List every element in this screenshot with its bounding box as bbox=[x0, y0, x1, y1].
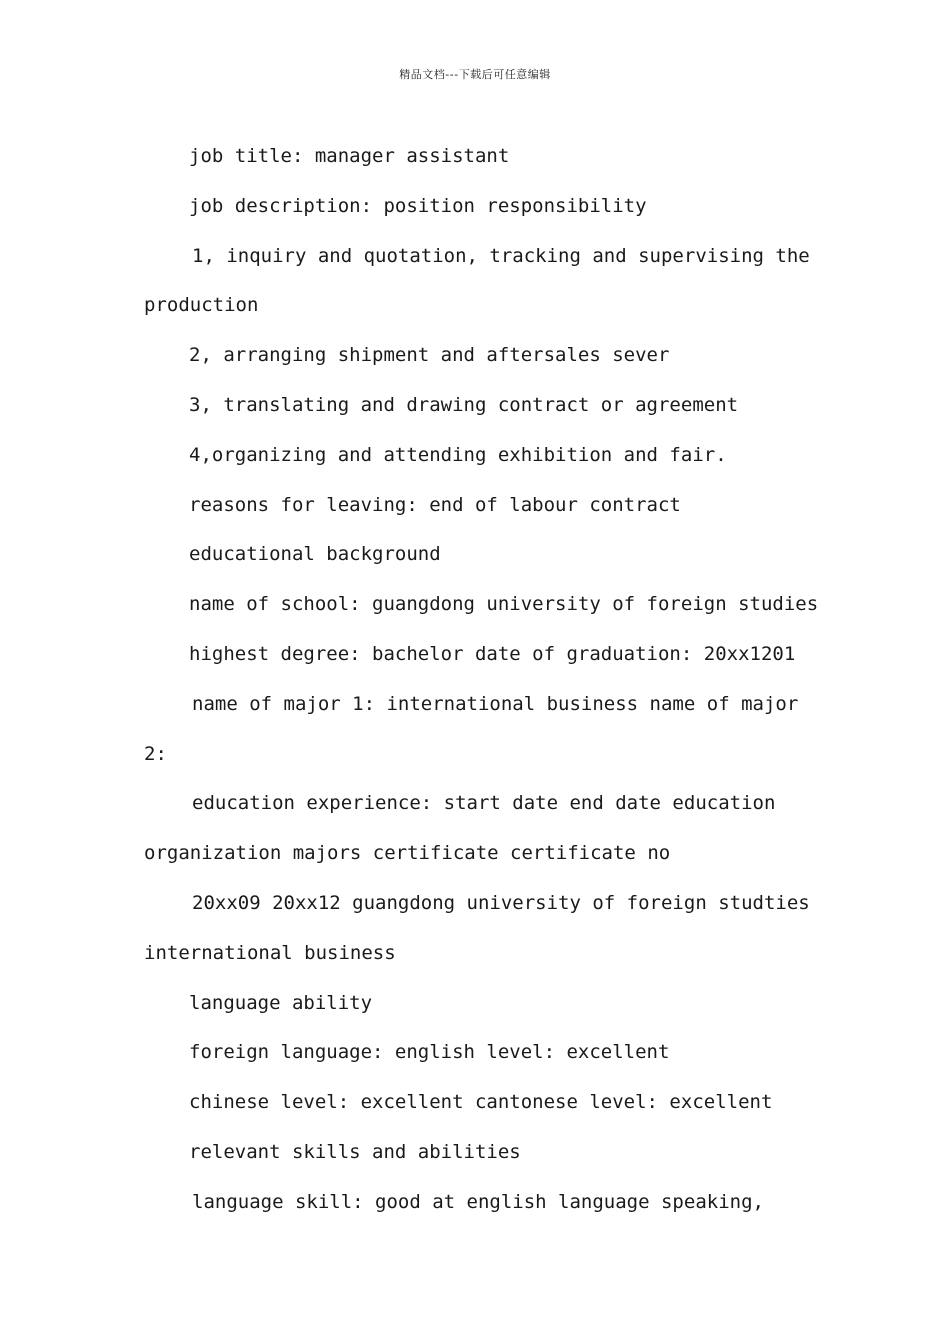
responsibility-4-line: 4,organizing and attending exhibition and fair. bbox=[189, 443, 727, 466]
language-ability-heading: language ability bbox=[189, 991, 373, 1014]
chinese-level-line: chinese level: excellent cantonese level: excellent bbox=[189, 1091, 773, 1114]
school-name-line: name of school: guangdong university of foreign studies bbox=[189, 593, 819, 616]
education-record-continuation: international business bbox=[144, 941, 396, 964]
language-skill-line: language skill: good at english language speaking, bbox=[192, 1190, 764, 1213]
reasons-for-leaving-line: reasons for leaving: end of labour contract bbox=[189, 493, 681, 516]
relevant-skills-heading: relevant skills and abilities bbox=[189, 1140, 521, 1163]
education-experience-line: education experience: start date end date education bbox=[192, 792, 776, 815]
job-title-line: job title: manager assistant bbox=[189, 145, 510, 167]
foreign-language-line: foreign language: english level: excellent bbox=[189, 1041, 670, 1064]
education-record-line: 20xx09 20xx12 guangdong university of foreign studties bbox=[192, 891, 810, 914]
page-header-watermark: 精品文档---下载后可任意编辑 bbox=[399, 68, 551, 81]
responsibility-1-line: 1, inquiry and quotation, tracking and supervising the bbox=[192, 244, 810, 267]
major-line: name of major 1: international business name of major bbox=[192, 692, 799, 715]
job-description-line: job description: position responsibility bbox=[189, 194, 647, 217]
responsibility-2-line: 2, arranging shipment and aftersales sever bbox=[189, 344, 670, 367]
major-continuation: 2: bbox=[144, 742, 167, 765]
educational-background-heading: educational background bbox=[189, 543, 441, 566]
education-experience-continuation: organization majors certificate certificate no bbox=[144, 842, 671, 865]
responsibility-3-line: 3, translating and drawing contract or agreement bbox=[189, 393, 739, 416]
document-body bbox=[144, 132, 819, 1228]
highest-degree-line: highest degree: bachelor date of graduation: 20xx1201 bbox=[189, 642, 796, 665]
responsibility-1-continuation: production bbox=[144, 294, 259, 317]
